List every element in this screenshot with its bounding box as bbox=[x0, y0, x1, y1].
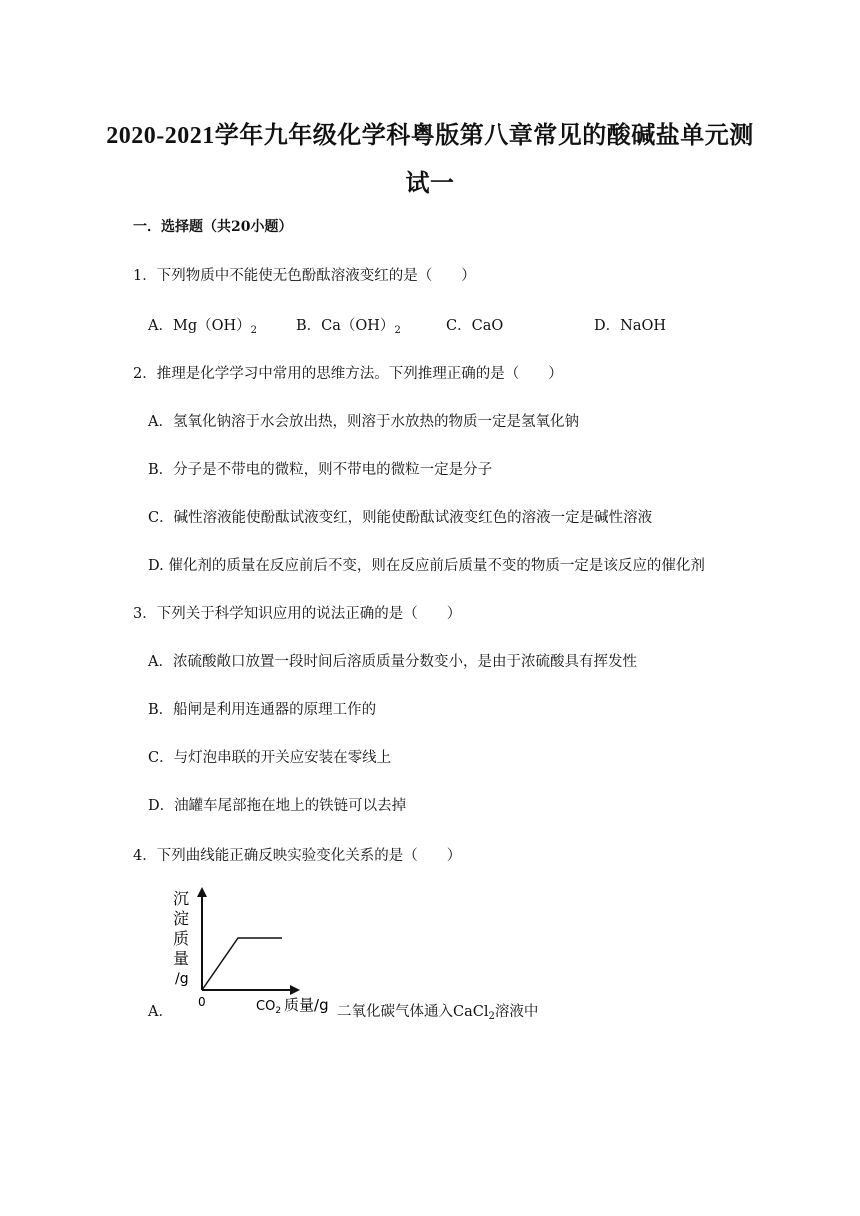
graph-origin-label: 0 bbox=[198, 995, 206, 1009]
question-3-stem: 3．下列关于科学知识应用的说法正确的是（ ） bbox=[133, 606, 462, 622]
page-title: 2020-2021学年九年级化学科粤版第八章常见的酸碱盐单元测试一 bbox=[106, 123, 754, 197]
q1-option-a-sub: 2 bbox=[250, 325, 258, 336]
q4-option-a-description bbox=[337, 1000, 538, 1022]
graph-ylabel-char: 淀 bbox=[173, 909, 190, 928]
q1-option-b-sub: 2 bbox=[394, 325, 401, 336]
q4-option-a-label: A． bbox=[148, 1004, 173, 1020]
q1-option-b-text: B．Ca（OH） bbox=[296, 318, 395, 334]
q3-option-c: C．与灯泡串联的开关应安装在零线上 bbox=[148, 750, 392, 766]
graph-ylabel-char: 质 bbox=[173, 929, 190, 948]
q4-option-a-text-post: 溶液中 bbox=[494, 1004, 539, 1020]
q4-option-a-text-pre: 二氧化碳气体通入CaCl bbox=[337, 1004, 489, 1020]
graph-xlabel bbox=[256, 996, 329, 1016]
graph-ylabel-unit: /g bbox=[175, 971, 189, 987]
q1-option-a-text: A．Mg（OH） bbox=[148, 318, 251, 334]
graph-x-arrow bbox=[290, 985, 300, 995]
graph-xlabel-unit: 质量/g bbox=[284, 996, 329, 1014]
q4-option-a-sub: 2 bbox=[488, 1011, 495, 1022]
q1-option-d: D．NaOH bbox=[594, 318, 666, 334]
q3-option-a: A．浓硫酸敞口放置一段时间后溶质质量分数变小，是由于浓硫酸具有挥发性 bbox=[148, 654, 637, 670]
graph-xlabel-main: CO bbox=[256, 999, 276, 1014]
q1-option-b bbox=[296, 314, 401, 336]
q4-option-a-graph bbox=[170, 886, 360, 1026]
q1-option-c: C．CaO bbox=[446, 318, 504, 334]
q3-option-b: B．船闸是利用连通器的原理工作的 bbox=[148, 702, 377, 718]
q2-option-c: C．碱性溶液能使酚酞试液变红，则能使酚酞试液变红色的溶液一定是碱性溶液 bbox=[148, 510, 653, 526]
q3-option-d: D．油罐车尾部拖在地上的铁链可以去掉 bbox=[148, 798, 407, 814]
question-4-stem: 4．下列曲线能正确反映实验变化关系的是（ ） bbox=[133, 848, 462, 864]
q2-option-b: B．分子是不带电的微粒，则不带电的微粒一定是分子 bbox=[148, 462, 493, 478]
graph-xlabel-sub: 2 bbox=[275, 1006, 282, 1016]
question-1-stem: 1．下列物质中不能使无色酚酞溶液变红的是（ ） bbox=[133, 268, 476, 284]
section-heading: 一．选择题（共20小题） bbox=[133, 219, 293, 235]
graph-ylabel-char: 量 bbox=[173, 949, 190, 968]
q1-option-a bbox=[148, 314, 257, 336]
graph-y-arrow bbox=[197, 887, 207, 897]
q2-option-a: A．氢氧化钠溶于水会放出热，则溶于水放热的物质一定是氢氧化钠 bbox=[148, 414, 579, 430]
graph-curve bbox=[202, 938, 282, 990]
graph-ylabel-char: 沉 bbox=[173, 889, 190, 908]
question-2-stem: 2．推理是化学学习中常用的思维方法。下列推理正确的是（ ） bbox=[133, 366, 563, 382]
q2-option-d: D. 催化剂的质量在反应前后不变，则在反应前后质量不变的物质一定是该反应的催化剂 bbox=[148, 558, 705, 574]
